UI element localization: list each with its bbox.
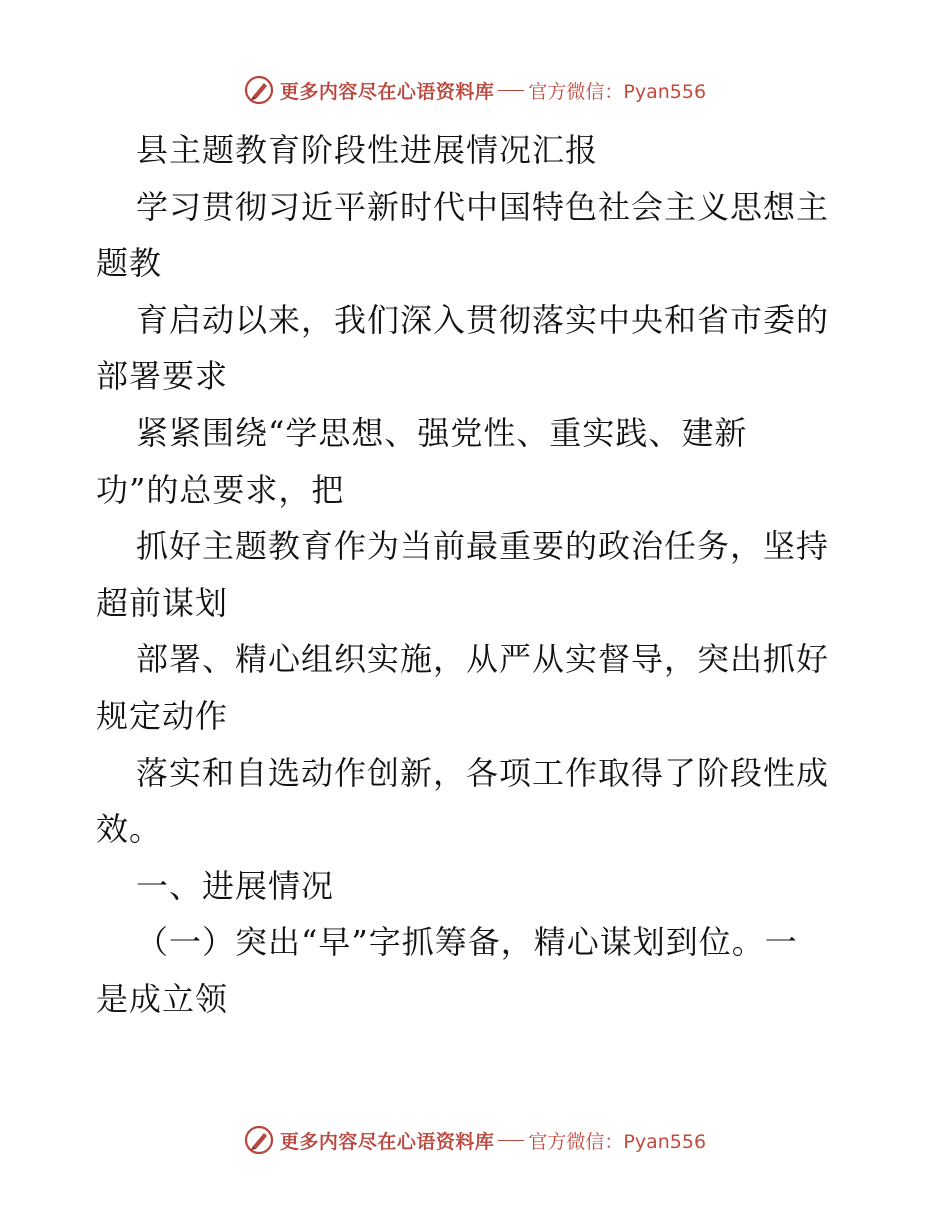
body-text-line: 学习贯彻习近平新时代中国特色社会主义思想主 bbox=[136, 187, 830, 226]
body-text-line: 超前谋划 bbox=[96, 583, 229, 622]
body-text-line: 抓好主题教育作为当前最重要的政治任务，坚持 bbox=[136, 527, 830, 566]
body-text-line: 功”的总要求，把 bbox=[96, 470, 345, 509]
banner-main-text: 更多内容尽在心语资料库 bbox=[279, 1130, 495, 1153]
pen-logo-icon bbox=[244, 75, 274, 105]
footer-watermark-banner bbox=[0, 1120, 950, 1160]
body-text-line: 落实和自选动作创新，各项工作取得了阶段性成 bbox=[136, 753, 830, 792]
body-text-line: 是成立领 bbox=[96, 979, 229, 1018]
banner-separator bbox=[498, 90, 524, 91]
body-text-line: 一、进展情况 bbox=[136, 866, 335, 905]
body-text-line: 题教 bbox=[96, 244, 163, 283]
banner-wechat-text: 官方微信：Pyan556 bbox=[528, 1130, 707, 1153]
pen-logo-icon bbox=[244, 1125, 274, 1155]
header-watermark-banner bbox=[0, 70, 950, 110]
document-body bbox=[96, 122, 856, 1028]
body-text-line: 部署、精心组织实施，从严从实督导，突出抓好 bbox=[136, 640, 830, 679]
body-text-line: 效。 bbox=[96, 810, 163, 849]
body-text-line: 部署要求 bbox=[96, 357, 229, 396]
body-text-line: （一）突出“早”字抓筹备，精心谋划到位。一 bbox=[136, 923, 798, 962]
body-text-line: 育启动以来，我们深入贯彻落实中央和省市委的 bbox=[136, 300, 830, 339]
banner-separator bbox=[498, 1140, 524, 1141]
banner-main-text: 更多内容尽在心语资料库 bbox=[279, 80, 495, 103]
body-text-line: 紧紧围绕“学思想、强党性、重实践、建新 bbox=[136, 413, 748, 452]
banner-wechat-text: 官方微信：Pyan556 bbox=[528, 80, 707, 103]
body-text-line: 县主题教育阶段性进展情况汇报 bbox=[136, 131, 599, 169]
body-text-line: 规定动作 bbox=[96, 696, 229, 735]
